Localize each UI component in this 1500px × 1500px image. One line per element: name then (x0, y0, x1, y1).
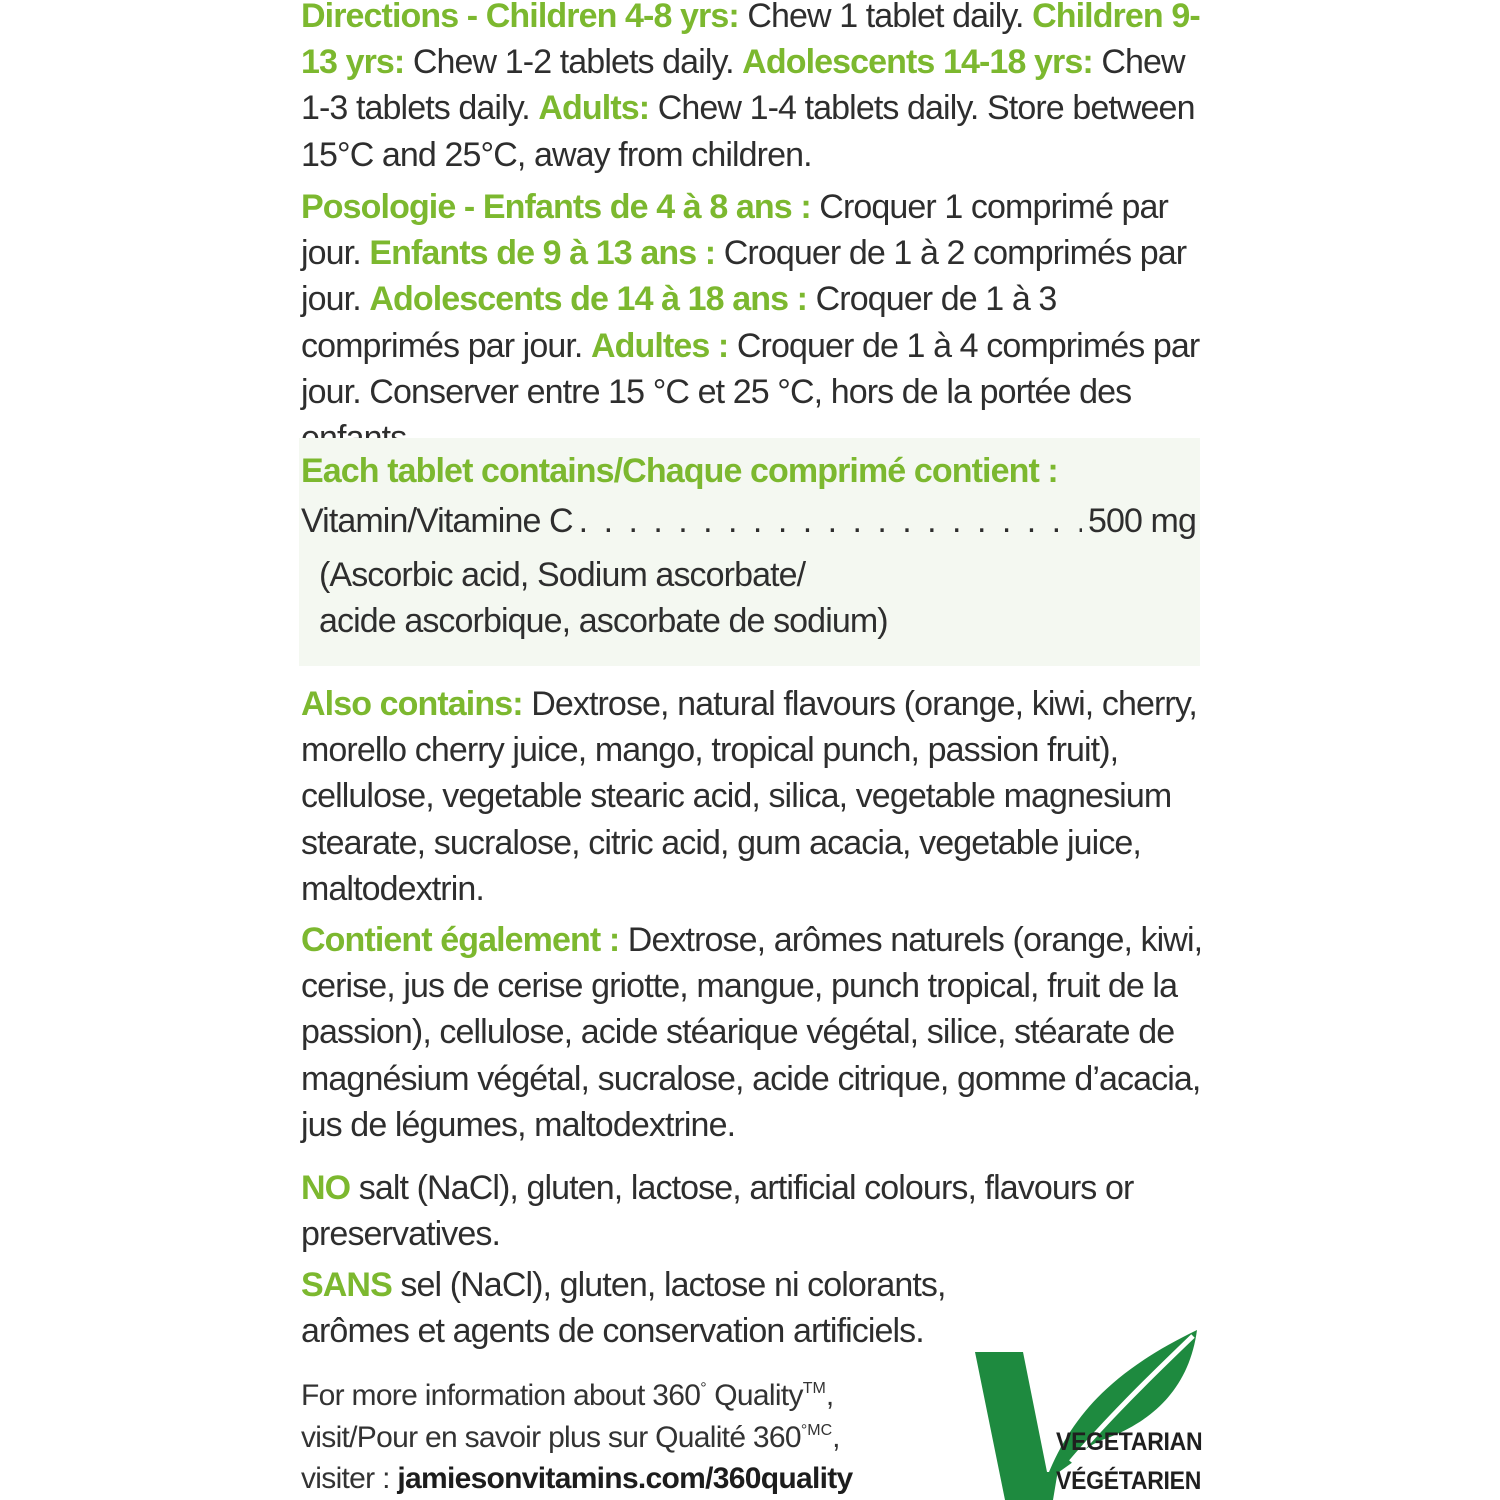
posologie-bold: Adultes : (591, 326, 729, 365)
vegetarien-label: VÉGÉTARIEN (1056, 1467, 1202, 1495)
posologie-text: Croquer 1 comprimé par jour. (301, 188, 1168, 273)
directions-text: Chew 1-2 tablets daily. (404, 43, 743, 82)
posologie-text: Croquer de 1 à 3 comprimés par jour. (301, 280, 1057, 365)
also-contains-label: Also contains: (301, 685, 523, 723)
info-line (301, 1375, 853, 1417)
info-text: , (825, 1379, 834, 1412)
also-contains-english (301, 681, 1211, 912)
directions-text: Chew 1-4 tablets daily. Store between 15°C and 25°C, away from children. (301, 89, 1195, 174)
ingredient-sources-line: acide ascorbique, ascorbate de sodium) (319, 602, 888, 640)
directions-text: Chew 1-3 tablets daily. (301, 43, 1185, 128)
posologie-lead: Posologie - Enfants de 4 à 8 ans : (301, 188, 811, 226)
trademark-mark: TM (802, 1380, 826, 1397)
also-contains-french (301, 917, 1211, 1148)
also-contains-text: Dextrose, natural flavours (orange, kiwi, cherry, morello cherry juice, mango, tropical punch, passion fruit), cellulose, vegetable stearic acid, silica, vegetable magnesium stearate, sucralose, citric acid, gum acacia, vegetable juice, maltodextrin. (301, 685, 1197, 908)
free-from-french (301, 1262, 1061, 1354)
ingredient-row (301, 502, 1196, 541)
quality-info (301, 1375, 853, 1500)
dot-leader (579, 502, 1082, 541)
directions-french (301, 184, 1211, 461)
contient-label: Contient également : (301, 921, 620, 959)
posologie-text: Croquer de 1 à 4 comprimés par jour. Conserver entre 15 °C et 25 °C, hors de la portée des (301, 326, 1200, 411)
info-text: Quality (706, 1379, 803, 1412)
info-text: visit/Pour en savoir plus sur Qualité 360 (301, 1420, 801, 1454)
free-from-text: salt (NaCl), gluten, lactose, artificial colours, flavours or preservatives. (301, 1169, 1134, 1254)
info-line (301, 1458, 853, 1500)
directions-text: Chew 1 tablet daily. (738, 0, 1033, 35)
ingredient-sources-line: (Ascorbic acid, Sodium ascorbate/ (319, 556, 806, 594)
no-label: NO (301, 1169, 351, 1207)
sans-text: sel (NaCl), gluten, lactose ni colorants, arômes et agents de conservation artificiels. (301, 1266, 946, 1351)
contient-text: Dextrose, arômes naturels (orange, kiwi, cerise, jus de cerise griotte, mangue, punch tropical, fruit de la passion), cellulose, acide stéarique végétal, silice, stéarate de magnésium végétal, sucralose, acide citrique, gomme d’acacia, jus de légumes, maltodextrine. (301, 921, 1203, 1144)
directions-lead: Directions - Children 4-8 yrs: (301, 0, 739, 35)
ingredient-amount: 500 mg (1087, 502, 1196, 540)
ingredient-name: Vitamin/Vitamine C (301, 502, 573, 540)
vegetarian-label: VEGETARIAN (1056, 1428, 1203, 1456)
posologie-text: Croquer de 1 à 2 comprimés par jour. (301, 234, 1187, 319)
sans-label: SANS (301, 1266, 392, 1304)
info-text: , (832, 1420, 840, 1454)
ingredient-sources (319, 552, 888, 644)
info-text: visiter : (301, 1462, 398, 1495)
info-line (301, 1417, 853, 1459)
info-text: For more information about 360 (301, 1379, 701, 1412)
mc-mark: °MC (800, 1421, 833, 1439)
free-from-english (301, 1165, 1211, 1257)
ingredients-panel (299, 438, 1200, 666)
directions-bold: Adults: (538, 89, 650, 128)
quality-url-link[interactable]: jamiesonvitamins.com/360quality (397, 1462, 853, 1495)
ingredients-title: Each tablet contains/Chaque comprimé contient : (301, 452, 1058, 490)
degree-mark: ° (700, 1380, 707, 1397)
directions-bold: Adolescents 14-18 yrs: (742, 43, 1093, 82)
directions-english (301, 0, 1211, 178)
directions-bold: Children 9-13 yrs: (301, 0, 1200, 82)
posologie-bold: Enfants de 9 à 13 ans : (369, 234, 716, 273)
posologie-bold: Adolescents de 14 à 18 ans : (369, 280, 808, 319)
